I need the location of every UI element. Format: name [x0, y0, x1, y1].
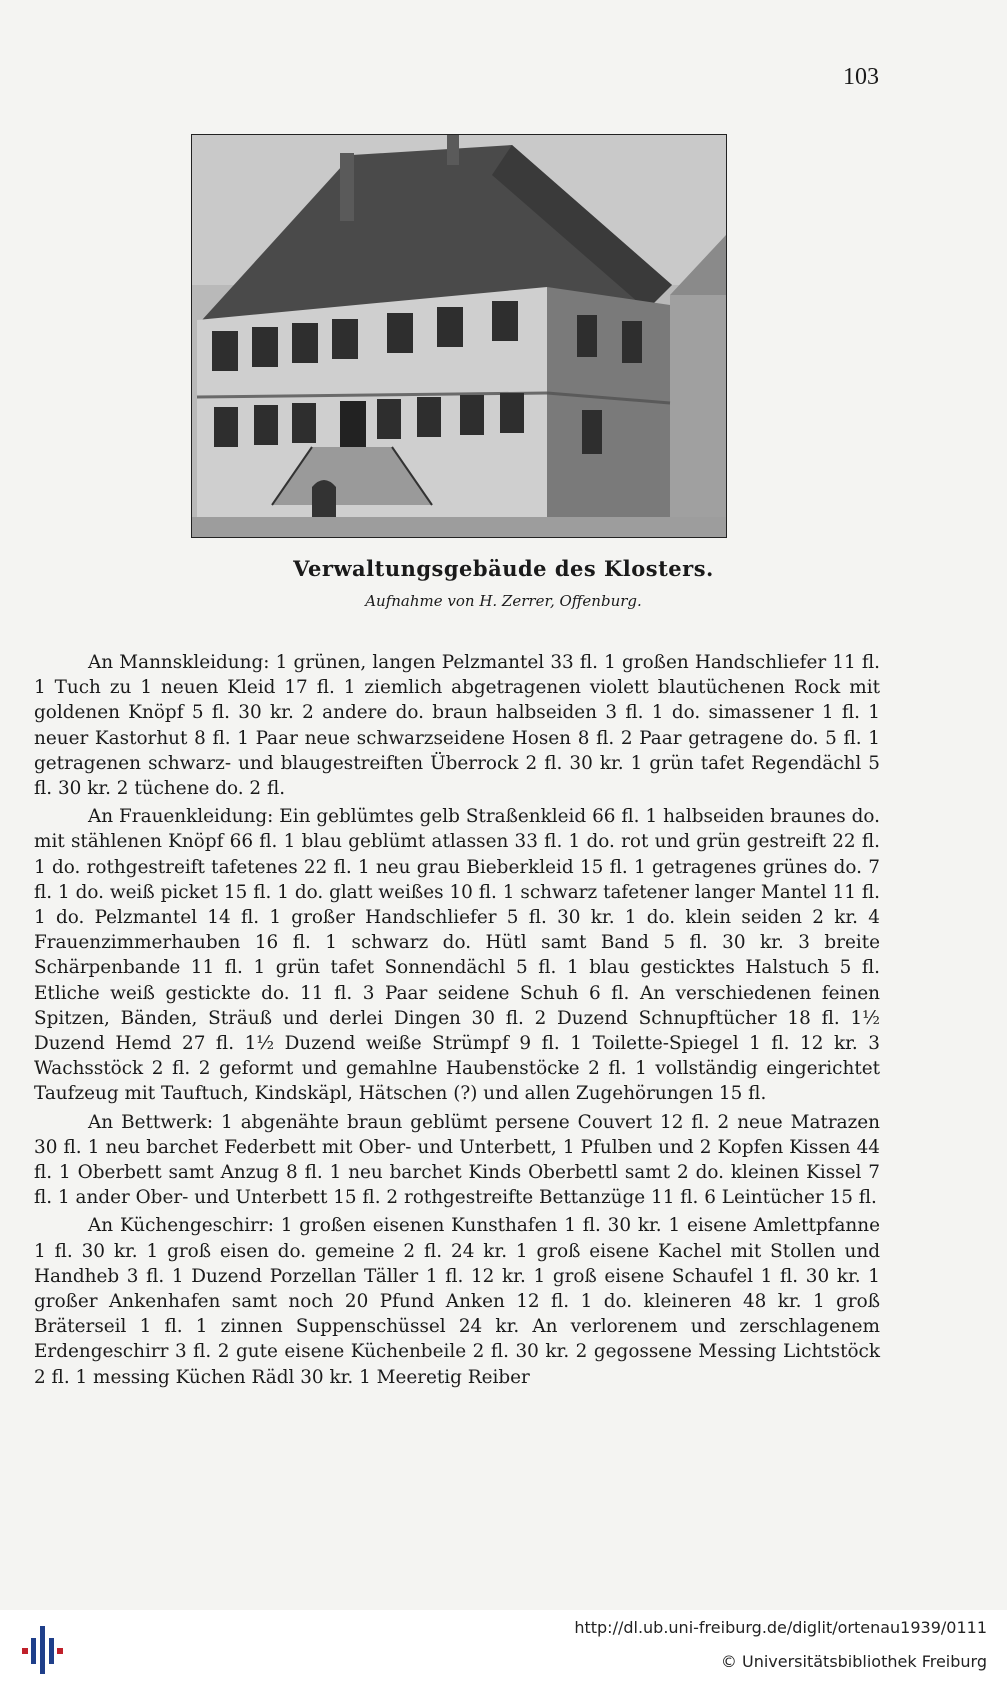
paragraph-bettwerk: An Bettwerk: 1 abgenähte braun geblümt persene Couvert 12 fl. 2 neue Matrazen 30 fl. 1 neu barchet Federbett mit Ober- und Unterbett, 1 Pfulben und 2 Kopfen Kissen 44 fl. 1 Oberbett samt Anzug 8 fl. 1 neu barchet Kinds Oberbettl samt 2 do. kleinen Kissel 7 fl. 1 ander Ober- und Unterbett 15 fl. 2 rothgestreifte Bettanzüge 11 fl. 6 Leintücher 15 fl.: [34, 1111, 880, 1209]
digital-library-link[interactable]: http://dl.ub.uni-freiburg.de/diglit/ortenau1939/0111: [574, 1618, 987, 1637]
paragraph-kuechengeschirr: An Küchengeschirr: 1 großen eisenen Kunsthafen 1 fl. 30 kr. 1 eisene Amlettpfanne 1 fl. 30 kr. 1 groß eisen do. gemeine 2 fl. 24 kr. 1 groß eisene Kachel mit Stollen und Handheb 3 fl. 1 Duzend Porzellan Täller 1 fl. 12 kr. 1 groß eisene Schaufel 1 fl. 30 kr. 1 großer Ankenhafen samt noch 20 Pfund Anken 12 fl. 1 do. kleineren 48 kr. 1 groß Bräterseil 1 fl. 1 zinnen Suppenschüssel 24 kr. An verlorenem und zerschlagenem Erdengeschirr 3 fl. 2 gute eisene Küchenbeile 2 fl. 30 kr. 2 gegossene Messing Lichtstöck 2 fl. 1 messing Küchen Rädl 30 kr. 1 Meeretig Reiber: [34, 1215, 880, 1388]
page-number: 103: [843, 64, 879, 90]
footer-bar: [0, 1610, 1007, 1681]
paragraph-frauenkleidung: An Frauenkleidung: Ein geblümtes gelb Straßenkleid 66 fl. 1 halbseiden braunes do. mit stählenen Knöpf 66 fl. 1 blau geblümt atlassen 33 fl. 1 do. rot und grün gestreift 22 fl. 1 do. rothgestreift tafetenes 22 fl. 1 neu grau Bieberkleid 15 fl. 1 getragenes grünes do. 7 fl. 1 do. weiß picket 15 fl. 1 do. glatt weißes 10 fl. 1 schwarz tafetener langer Mantel 11 fl. 1 do. Pelzmantel 14 fl. 1 großer Handschliefer 5 fl. 30 kr. 1 do. klein seiden 2 kr. 4 Frauenzimmerhauben 16 fl. 1 schwarz do. Hütl samt Band 5 fl. 30 kr. 3 breite Schärpenbande 11 fl. 1 grün tafet Sonnendächl 5 fl. 1 blau gesticktes Halstuch 5 fl. Etliche weiß gestickte do. 11 fl. 3 Paar seidene Schuh 6 fl. An verschiedenen feinen Spitzen, Bänden, Sträuß und derlei Dingen 30 fl. 2 Duzend Schnupftücher 18 fl. 1½ Duzend Hemd 27 fl. 1½ Duzend weiße Strümpf 9 fl. 1 Toilette-Spiegel 1 fl. 12 kr. 3 Wachsstöck 2 fl. 2 geformt und gemahlne Haubenstöcke 2 fl. 1 vollständig eingerichtet Taufzeug mit Tauftuch, Kindskäpl, Hätschen (?) und allen Zugehörungen 15 fl.: [34, 806, 880, 1105]
library-logo-icon: [20, 1624, 64, 1676]
paragraph-mannskleidung: An Mannskleidung: 1 grünen, langen Pelzmantel 33 fl. 1 großen Handschliefer 11 fl. 1 Tuch zu 1 neuen Kleid 17 fl. 1 ziemlich abgetragenen violett blautüchenen Rock mit goldenen Knöpf 5 fl. 30 kr. 2 andere do. braun halbseiden 3 fl. 1 do. simassener 1 fl. 1 neuer Kastorhut 8 fl. 1 Paar neue schwarzseidene Hosen 8 fl. 2 Paar getragene do. 5 fl. 1 getragenen schwarz- und blaugestreiften Überrock 2 fl. 30 kr. 1 grün tafet Regendächl 5 fl. 30 kr. 2 tüchene do. 2 fl.: [34, 652, 880, 800]
figure-caption-title: Verwaltungsgebäude des Klosters.: [293, 556, 714, 581]
building-photograph: [191, 134, 727, 538]
copyright-notice: © Universitätsbibliothek Freiburg: [720, 1652, 987, 1671]
figure-caption-credit: Aufnahme von H. Zerrer, Offenburg.: [365, 592, 642, 610]
body-text: [34, 650, 880, 1393]
building-illustration: [192, 135, 726, 537]
